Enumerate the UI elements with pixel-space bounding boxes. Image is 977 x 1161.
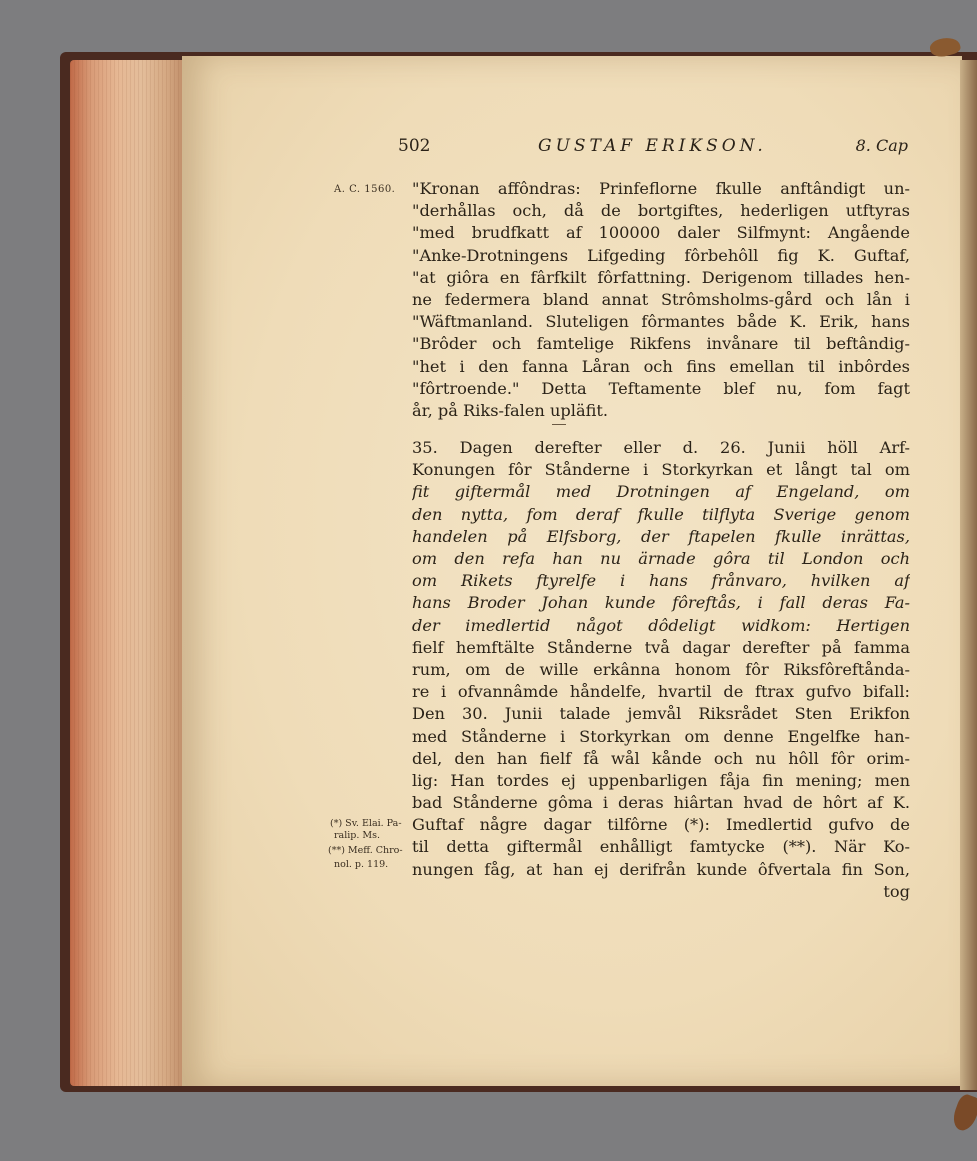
text-line: "at giôra en fârfkilt fôrfattning. Derigenom tillades hen- <box>412 267 910 287</box>
text-line: rum, om de wille erkânna honom fôr Riksfôreftånda- <box>412 659 910 679</box>
text-line: Guftaf någre dagar tilfôrne (*): Imedlertid gufvo de <box>412 815 910 835</box>
chapter-label: 8. Cap <box>855 136 908 155</box>
text-line: re i ofvannâmde håndelfe, hvartil de ftrax gufvo bifall: <box>412 682 910 702</box>
paragraph-1 <box>412 178 910 422</box>
text-line: del, den han fielf få wål kånde och nu hôll fôr orim- <box>412 748 910 768</box>
text-line: nungen fåg, at han ej derifrån kunde ôfvertala fin Son, <box>412 859 910 879</box>
footnote-2-line-1: (**) Meff. Chro- <box>328 845 403 856</box>
text-line: fielf hemftälte Stånderne två dagar derefter på famma <box>412 637 910 657</box>
text-line: om Rikets ftyrelfe i hans frånvaro, hvilken af <box>412 571 910 591</box>
text-line: Konungen fôr Stånderne i Storkyrkan et långt tal om <box>412 460 910 480</box>
text-line: 35. Dagen derefter eller d. 26. Junii höll Arf- <box>412 438 910 458</box>
text-line: "Wäftmanland. Sluteligen fôrmantes både K. Erik, hans <box>412 312 910 332</box>
page-number: 502 <box>398 136 431 156</box>
text-line: "med brudfkatt af 100000 daler Silfmynt: Angående <box>412 223 910 243</box>
text-line: der imedlertid något dôdeligt widkom: Hertigen <box>412 615 910 635</box>
text-line: fit giftermål med Drotningen af Engeland, om <box>412 482 910 502</box>
text-line: ne federmera bland annat Strômsholms-gård och lån i <box>412 289 910 309</box>
text-line: "Anke-Drotningens Lifgeding fôrbehôll fig K. Guftaf, <box>412 245 910 265</box>
text-line: hans Broder Johan kunde fôreftås, i fall deras Fa- <box>412 593 910 613</box>
page-header <box>398 134 908 162</box>
text-line: "fôrtroende." Detta Teftamente blef nu, fom fagt <box>412 378 910 398</box>
paragraph-2 <box>412 437 910 881</box>
page-stack-edge <box>70 60 190 1086</box>
running-title: GUSTAF ERIKSON. <box>538 136 767 156</box>
bookmark-ribbon-bottom <box>950 1092 977 1133</box>
text-line: "Brôder och famtelige Rikfens invånare til beftândig- <box>412 334 910 354</box>
text-line: "het i den fanna Låran och fins emellan til inbôrdes <box>412 356 910 376</box>
text-line: Den 30. Junii talade jemvål Riksrådet Sten Erikfon <box>412 704 910 724</box>
footnote-2-line-2: nol. p. 119. <box>334 859 389 870</box>
text-line: handelen på Elfsborg, der ftapelen fkulle inrättas, <box>412 526 910 546</box>
footnote-1-line-1: (*) Sv. Elai. Pa- <box>330 818 402 829</box>
text-line: til detta giftermål enhålligt famtycke (**). När Ko- <box>412 837 910 857</box>
text-line: lig: Han tordes ej uppenbarligen fåja fin mening; men <box>412 770 910 790</box>
margin-year-note: A. C. 1560. <box>334 184 396 195</box>
body-text <box>412 178 910 903</box>
text-line: om den refa han nu ärnade gôra til London och <box>412 549 910 568</box>
page-right-edge <box>960 60 977 1090</box>
text-line: den nytta, fom deraf fkulle tilflyta Sverige genom <box>412 504 910 524</box>
text-line: med Stånderne i Storkyrkan om denne Engelfke han- <box>412 726 910 746</box>
text-line: "derhållas och, då de bortgiftes, hederligen utftyras <box>412 201 910 221</box>
text-line: bad Stånderne gôma i deras hiârtan hvad de hôrt af K. <box>412 793 910 813</box>
text-line: "Kronan affôndras: Prinfeflorne fkulle anftândigt un- <box>412 179 910 198</box>
text-line: år, på Riks-falen upläfit. <box>412 400 609 420</box>
footnote-1-line-2: ralip. Ms. <box>334 830 381 841</box>
catchword: tog <box>883 881 910 901</box>
